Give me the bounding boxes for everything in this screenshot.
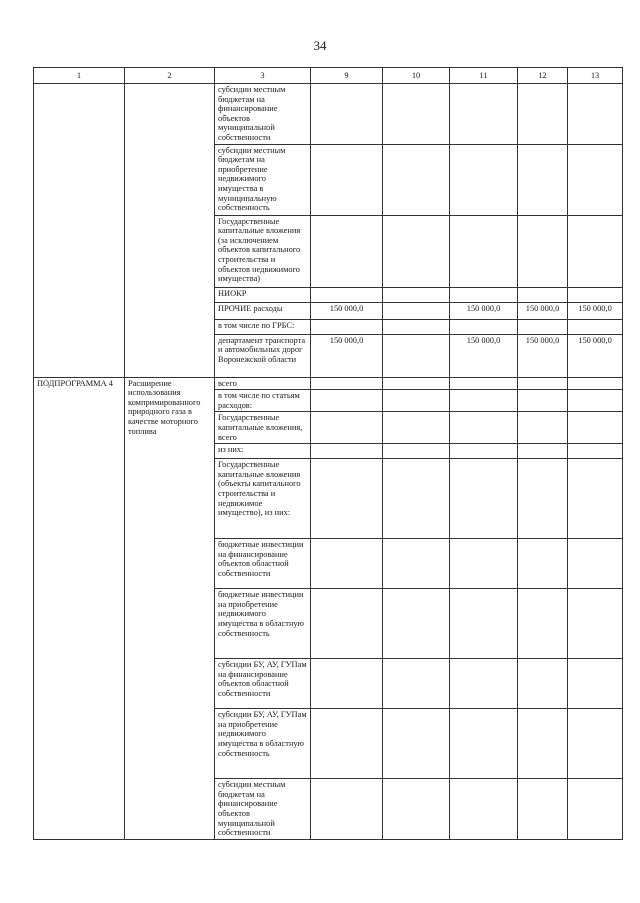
budget-table: [33, 67, 623, 840]
value-cell-v10: [383, 709, 450, 779]
value-cell-v9: [311, 709, 383, 779]
value-cell-v11: 150 000,0: [450, 334, 518, 377]
expense-label-cell: всего: [215, 377, 311, 390]
value-cell-v13: [568, 779, 623, 840]
value-cell-v13: [568, 319, 623, 334]
column-header: 2: [125, 68, 215, 84]
value-cell-v9: [311, 144, 383, 215]
value-cell-v12: [518, 589, 568, 659]
value-cell-v9: 150 000,0: [311, 302, 383, 319]
value-cell-v10: [383, 459, 450, 539]
expense-label-cell: НИОКР: [215, 287, 311, 302]
value-cell-v13: [568, 377, 623, 390]
value-cell-v9: [311, 215, 383, 287]
value-cell-v12: [518, 390, 568, 412]
value-cell-v10: [383, 302, 450, 319]
value-cell-v10: [383, 390, 450, 412]
value-cell-v9: [311, 659, 383, 709]
expense-label-cell: из них:: [215, 444, 311, 459]
value-cell-v10: [383, 539, 450, 589]
value-cell-v11: [450, 709, 518, 779]
value-cell-v9: [311, 444, 383, 459]
expense-label-cell: субсидии БУ, АУ, ГУПам на приобретение недвижимого имущества в областную собственность: [215, 709, 311, 779]
value-cell-v10: [383, 287, 450, 302]
value-cell-v10: [383, 589, 450, 659]
value-cell-v12: [518, 144, 568, 215]
value-cell-v9: [311, 390, 383, 412]
value-cell-v11: 150 000,0: [450, 302, 518, 319]
value-cell-v11: [450, 84, 518, 145]
value-cell-v11: [450, 287, 518, 302]
value-cell-v12: [518, 659, 568, 709]
value-cell-v12: [518, 779, 568, 840]
value-cell-v11: [450, 589, 518, 659]
value-cell-v11: [450, 459, 518, 539]
value-cell-v11: [450, 144, 518, 215]
value-cell-v9: [311, 319, 383, 334]
value-cell-v12: [518, 539, 568, 589]
value-cell-v12: [518, 215, 568, 287]
value-cell-v9: [311, 539, 383, 589]
column-header: 9: [311, 68, 383, 84]
expense-label-cell: субсидии местным бюджетам на финансирование объектов муниципальной собственности: [215, 84, 311, 145]
expense-label-cell: субсидии местным бюджетам на приобретение недвижимого имущества в муниципальную собственность: [215, 144, 311, 215]
value-cell-v9: [311, 84, 383, 145]
value-cell-v9: [311, 779, 383, 840]
value-cell-v10: [383, 334, 450, 377]
table-row: [34, 377, 623, 390]
value-cell-v13: 150 000,0: [568, 302, 623, 319]
program-title-cell: Расширение использования компримированного природного газа в качестве моторного топлива: [125, 377, 215, 839]
value-cell-v10: [383, 319, 450, 334]
value-cell-v11: [450, 412, 518, 444]
value-cell-v12: 150 000,0: [518, 302, 568, 319]
table-header-row: [34, 68, 623, 84]
value-cell-v12: [518, 84, 568, 145]
value-cell-v9: [311, 377, 383, 390]
expense-label-cell: субсидии БУ, АУ, ГУПам на финансирование объектов областной собственности: [215, 659, 311, 709]
value-cell-v12: 150 000,0: [518, 334, 568, 377]
value-cell-v11: [450, 390, 518, 412]
program-cell: ПОДПРОГРАММА 4: [34, 377, 125, 839]
value-cell-v12: [518, 459, 568, 539]
value-cell-v9: 150 000,0: [311, 334, 383, 377]
expense-label-cell: в том числе по ГРБС:: [215, 319, 311, 334]
value-cell-v12: [518, 444, 568, 459]
expense-label-cell: департамент транспорта и автомобильных дорог Воронежской области: [215, 334, 311, 377]
program-title-cell: [125, 84, 215, 378]
expense-label-cell: Государственные капитальные вложения (объекты капитального строительства и недвижимое имущество), из них:: [215, 459, 311, 539]
expense-label-cell: бюджетные инвестиции на финансирование объектов областной собственности: [215, 539, 311, 589]
value-cell-v13: [568, 390, 623, 412]
value-cell-v13: [568, 589, 623, 659]
column-header: 3: [215, 68, 311, 84]
value-cell-v13: [568, 539, 623, 589]
expense-label-cell: субсидии местным бюджетам на финансирование объектов муниципальной собственности: [215, 779, 311, 840]
column-header: 12: [518, 68, 568, 84]
expense-label-cell: в том числе по статьям расходов:: [215, 390, 311, 412]
value-cell-v13: [568, 659, 623, 709]
value-cell-v11: [450, 215, 518, 287]
value-cell-v9: [311, 589, 383, 659]
program-cell: [34, 84, 125, 378]
value-cell-v10: [383, 444, 450, 459]
expense-label-cell: бюджетные инвестиции на приобретение недвижимого имущества в областную собственность: [215, 589, 311, 659]
value-cell-v13: [568, 287, 623, 302]
value-cell-v12: [518, 412, 568, 444]
value-cell-v12: [518, 319, 568, 334]
column-header: 11: [450, 68, 518, 84]
value-cell-v13: [568, 459, 623, 539]
value-cell-v12: [518, 377, 568, 390]
value-cell-v13: 150 000,0: [568, 334, 623, 377]
value-cell-v13: [568, 144, 623, 215]
value-cell-v13: [568, 444, 623, 459]
table-row: [34, 84, 623, 145]
expense-label-cell: Государственные капитальные вложения (за исключением объектов капитального строительства и объектов недвижимого имущества): [215, 215, 311, 287]
expense-label-cell: Государственные капитальные вложения, всего: [215, 412, 311, 444]
column-header: 13: [568, 68, 623, 84]
value-cell-v9: [311, 459, 383, 539]
value-cell-v11: [450, 659, 518, 709]
value-cell-v13: [568, 215, 623, 287]
value-cell-v12: [518, 287, 568, 302]
value-cell-v9: [311, 412, 383, 444]
value-cell-v11: [450, 444, 518, 459]
expense-label-cell: ПРОЧИЕ расходы: [215, 302, 311, 319]
value-cell-v10: [383, 412, 450, 444]
table-body: [34, 84, 623, 840]
value-cell-v13: [568, 412, 623, 444]
value-cell-v10: [383, 377, 450, 390]
page-number: 34: [313, 38, 327, 53]
value-cell-v11: [450, 539, 518, 589]
value-cell-v10: [383, 144, 450, 215]
value-cell-v10: [383, 215, 450, 287]
value-cell-v13: [568, 709, 623, 779]
value-cell-v10: [383, 779, 450, 840]
value-cell-v11: [450, 779, 518, 840]
value-cell-v12: [518, 709, 568, 779]
value-cell-v10: [383, 84, 450, 145]
value-cell-v11: [450, 319, 518, 334]
value-cell-v10: [383, 659, 450, 709]
value-cell-v11: [450, 377, 518, 390]
column-header: 10: [383, 68, 450, 84]
value-cell-v13: [568, 84, 623, 145]
value-cell-v9: [311, 287, 383, 302]
column-header: 1: [34, 68, 125, 84]
